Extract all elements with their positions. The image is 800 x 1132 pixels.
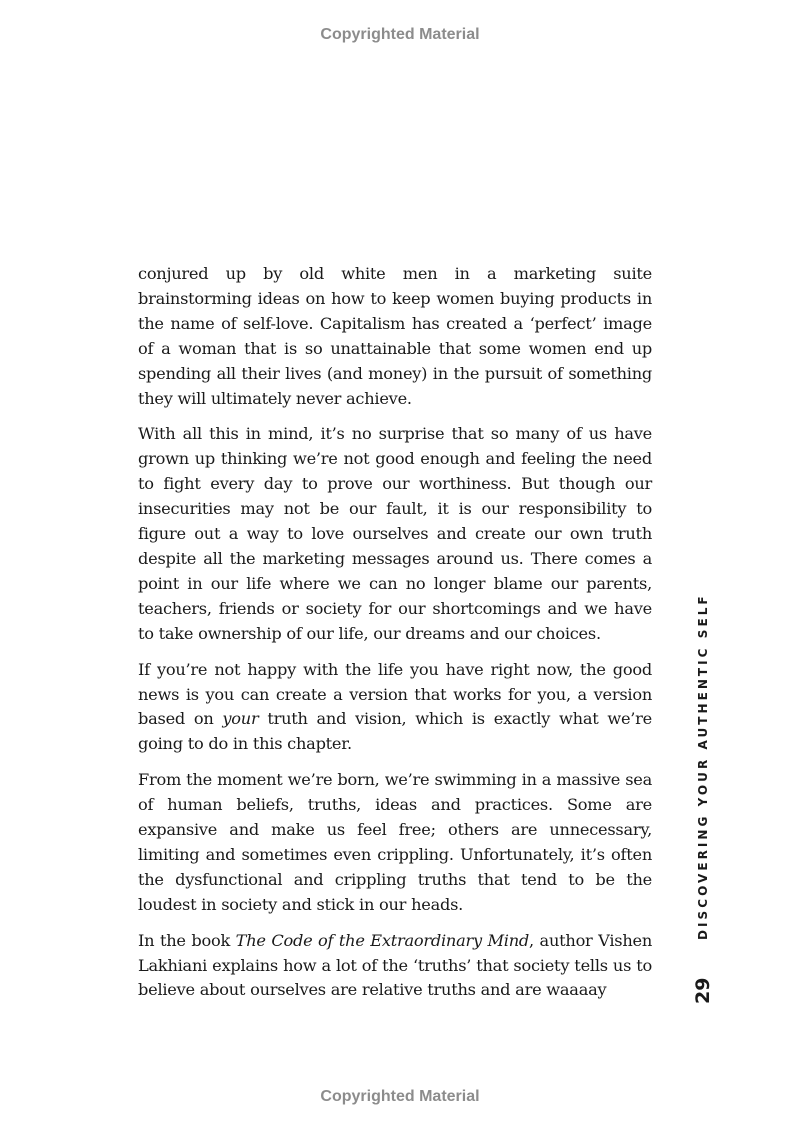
paragraph-2: With all this in mind, it’s no surprise that so many of us have grown up thinking we’re not good enough and feeling the need to fight every day to prove our worthiness. But though our insecurities may not be our fault, it is our responsibility to figure out a way to love ourselves and create our own truth despite all the marketing messages around us. There comes a point in our life where we can no longer blame our parents, teachers, friends or society for our shortcomings and we have to take ownership of our life, our dreams and our choices. [138,424,652,643]
copyright-watermark-top: Copyrighted Material [320,26,480,43]
book-title: The Code of the Extraordinary Mind [235,930,530,950]
chapter-running-title: DISCOVERING YOUR AUTHENTIC SELF [696,593,710,940]
paragraph-5 [138,929,652,1004]
body-text [138,262,652,1003]
page-number: 29 [692,977,714,1004]
paragraph-3-text-after: truth and vision, which is exactly what we’re going to do in this chapter. [138,709,652,754]
paragraph-5-text-after: , author Vishen Lakhiani explains how a lot of the ‘truths’ that society tells us to believe about ourselves are relative truths and are waaaay [138,930,652,1000]
paragraph-3-text-before: If you’re not happy with the life you have right now, the good news is you can create a version that works for you, a version based on [138,659,652,729]
paragraph-5-text-before: In the book [138,930,236,950]
emphasis-your: your [222,709,259,729]
paragraph-4: From the moment we’re born, we’re swimming in a massive sea of human beliefs, truths, ideas and practices. Some are expansive and make us feel free; others are unnecessary, limiting and sometimes even crippling. Unfortunately, it’s often the dysfunctional and crippling truths that tend to be the loudest in society and stick in our heads. [138,770,652,914]
paragraph-3 [138,658,652,758]
paragraph-1: conjured up by old white men in a marketing suite brainstorming ideas on how to keep women buying products in the name of self-love. Capitalism has created a ‘perfect’ image of a woman that is so unattainable that some women end up spending all their lives (and money) in the pursuit of something they will ultimately never achieve. [138,264,652,408]
copyright-watermark-bottom: Copyrighted Material [320,1088,480,1105]
